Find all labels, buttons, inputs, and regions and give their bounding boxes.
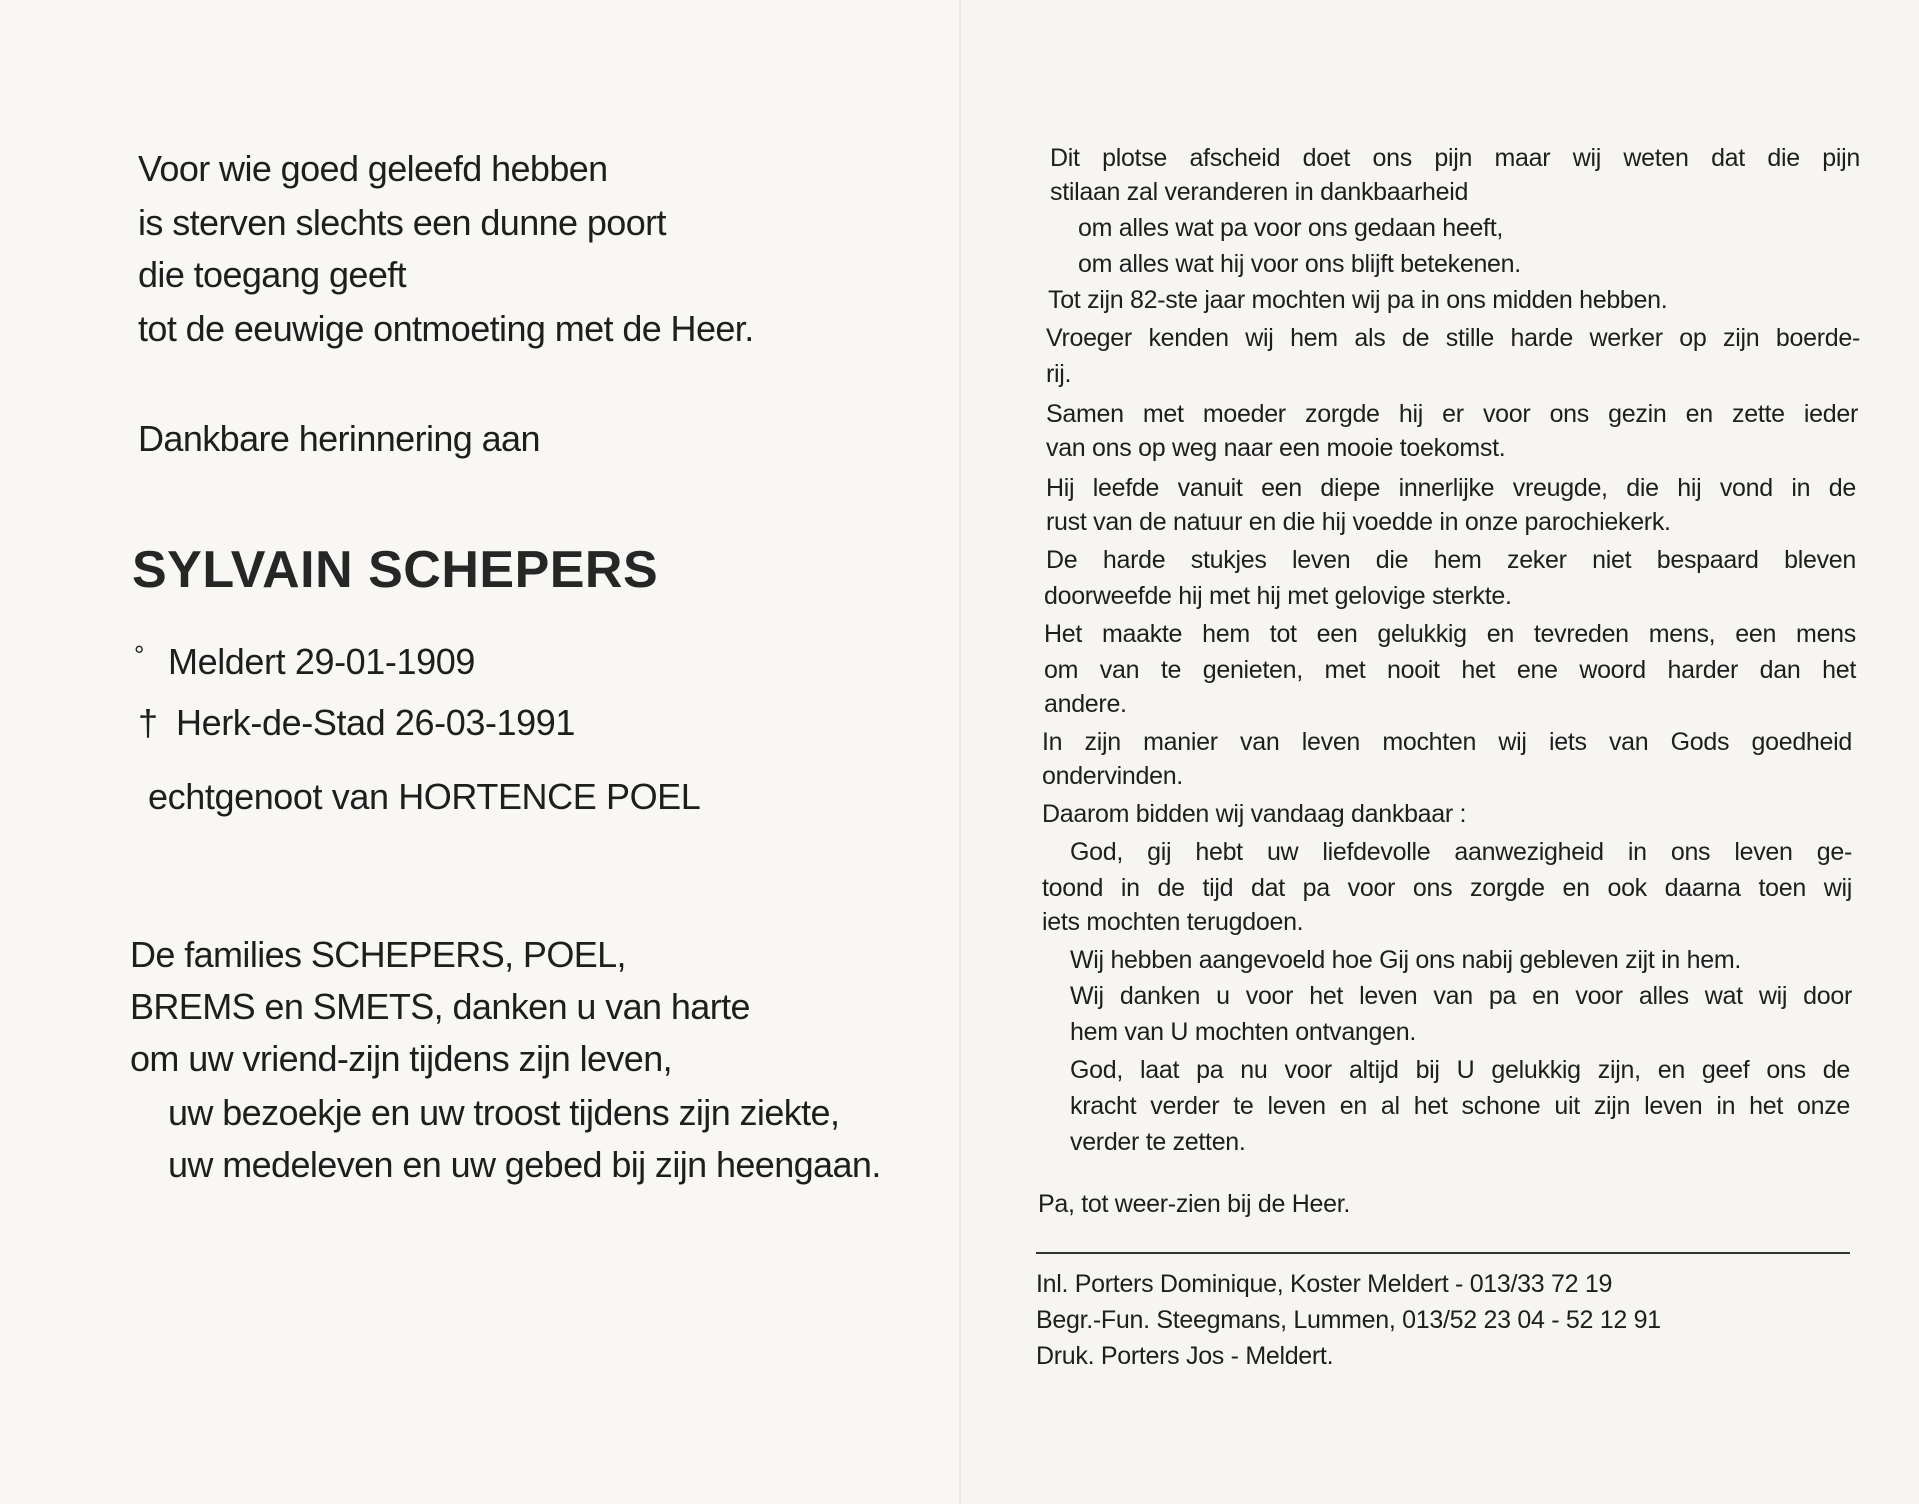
death-text: Herk-de-Stad 26-03-1991 <box>176 702 576 743</box>
text-line: stilaan zal veranderen in dankbaarheid <box>1050 178 1469 206</box>
birth-symbol: ° <box>134 640 144 670</box>
thanks-line: BREMS en SMETS, danken u van harte <box>130 986 750 1027</box>
death-line <box>134 702 575 744</box>
text-line: Daarom bidden wij vandaag dankbaar : <box>1042 800 1467 828</box>
text-line: Het maakte hem tot een gelukkig en tevreden mens, een mens <box>1044 620 1856 648</box>
birth-text: Meldert 29-01-1909 <box>168 641 475 682</box>
text-line: Tot zijn 82-ste jaar mochten wij pa in ons midden hebben. <box>1048 286 1668 314</box>
page-fold <box>959 0 961 1504</box>
credit-line: Druk. Porters Jos - Meldert. <box>1036 1342 1334 1370</box>
text-line: andere. <box>1044 690 1127 718</box>
text-line: iets mochten terugdoen. <box>1042 908 1304 936</box>
text-line: Wij danken u voor het leven van pa en voor alles wat wij door <box>1070 982 1852 1010</box>
cross-icon: † <box>138 702 158 743</box>
text-line: Vroeger kenden wij hem als de stille harde werker op zijn boerde- <box>1046 324 1860 352</box>
birth-line <box>134 640 475 683</box>
thanks-line: De families SCHEPERS, POEL, <box>130 934 626 975</box>
credit-line: Inl. Porters Dominique, Koster Meldert - 013/33 72 19 <box>1036 1270 1613 1298</box>
text-line: verder te zetten. <box>1070 1128 1246 1156</box>
thanks-line: uw medeleven en uw gebed bij zijn heengaan. <box>168 1144 881 1185</box>
text-line: kracht verder te leven en al het schone uit zijn leven in het onze <box>1070 1092 1850 1120</box>
deceased-name: SYLVAIN SCHEPERS <box>132 541 659 599</box>
text-line: om van te genieten, met nooit het ene woord harder dan het <box>1044 656 1856 684</box>
text-line: In zijn manier van leven mochten wij iets van Gods goedheid <box>1042 728 1852 756</box>
text-line: om alles wat hij voor ons blijft betekenen. <box>1078 250 1521 278</box>
text-line: God, laat pa nu voor altijd bij U gelukkig zijn, en geef ons de <box>1070 1056 1850 1084</box>
poem-line: die toegang geeft <box>138 254 407 295</box>
poem-line: Voor wie goed geleefd hebben <box>138 148 608 189</box>
text-line: Samen met moeder zorgde hij er voor ons gezin en zette ieder <box>1046 400 1858 428</box>
text-line: van ons op weg naar een mooie toekomst. <box>1046 434 1506 462</box>
text-line: Hij leefde vanuit een diepe innerlijke vreugde, die hij vond in de <box>1046 474 1856 502</box>
spouse-line: echtgenoot van HORTENCE POEL <box>148 776 701 817</box>
text-line: doorweefde hij met hij met gelovige sterkte. <box>1044 582 1512 610</box>
poem-line: is sterven slechts een dunne poort <box>138 202 666 243</box>
divider <box>1036 1252 1850 1254</box>
intro-text: Dankbare herinnering aan <box>138 418 540 459</box>
credit-line: Begr.-Fun. Steegmans, Lummen, 013/52 23 04 - 52 12 91 <box>1036 1306 1661 1334</box>
text-line: ondervinden. <box>1042 762 1183 790</box>
text-line: toond in de tijd dat pa voor ons zorgde en ook daarna toen wij <box>1042 874 1852 902</box>
text-line: God, gij hebt uw liefdevolle aanwezigheid in ons leven ge- <box>1070 838 1852 866</box>
text-line: rust van de natuur en die hij voedde in onze parochiekerk. <box>1046 508 1671 536</box>
text-line: hem van U mochten ontvangen. <box>1070 1018 1416 1046</box>
text-line: om alles wat pa voor ons gedaan heeft, <box>1078 214 1503 242</box>
thanks-line: om uw vriend-zijn tijdens zijn leven, <box>130 1038 673 1079</box>
thanks-line: uw bezoekje en uw troost tijdens zijn ziekte, <box>168 1092 840 1133</box>
closing-line: Pa, tot weer-zien bij de Heer. <box>1038 1190 1350 1218</box>
text-line: rij. <box>1046 360 1072 388</box>
poem-line: tot de eeuwige ontmoeting met de Heer. <box>138 308 754 349</box>
text-line: De harde stukjes leven die hem zeker niet bespaard bleven <box>1046 546 1856 574</box>
text-line: Dit plotse afscheid doet ons pijn maar wij weten dat die pijn <box>1050 144 1860 172</box>
text-line: Wij hebben aangevoeld hoe Gij ons nabij gebleven zijt in hem. <box>1070 946 1742 974</box>
